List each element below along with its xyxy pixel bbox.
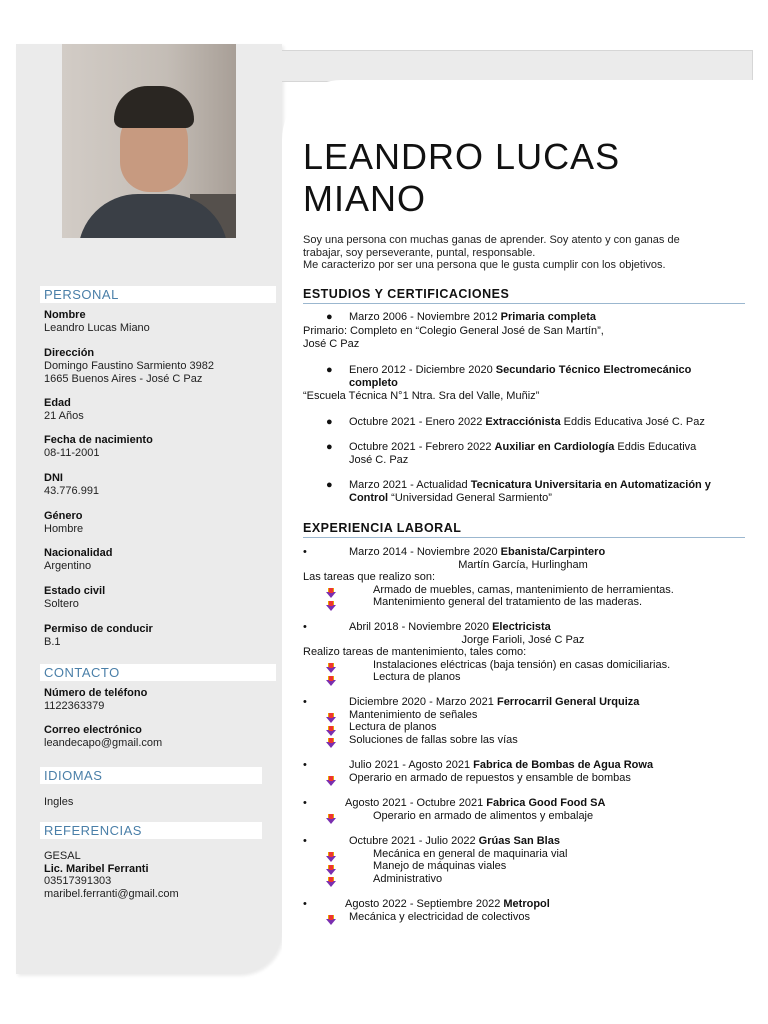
summary-line: Soy una persona con muchas ganas de aprender. Soy atento y con ganas de — [303, 234, 680, 246]
field-label: Nombre — [44, 309, 86, 321]
bullet-icon: • — [303, 835, 307, 847]
field-label: Género — [44, 510, 83, 522]
job-location: Jorge Farioli, José C Paz — [461, 633, 585, 646]
field-value: Argentino — [44, 560, 92, 572]
job-task: Mantenimiento general del tratamiento de las maderas. — [373, 596, 643, 608]
field-label: Número de teléfono — [44, 687, 148, 699]
bullet-icon: • — [303, 898, 307, 910]
job-title: Diciembre 2020 - Marzo 2021 Ferrocarril General Urquiza — [349, 696, 640, 708]
field-edad — [44, 397, 84, 423]
study-detail: “Escuela Técnica N°1 Ntra. Sra del Valle, Muñiz” — [303, 390, 540, 402]
field-label: Dirección — [44, 347, 95, 359]
bullet-icon: ● — [326, 416, 333, 428]
job-task: Operario en armado de repuestos y ensamble de bombas — [349, 771, 631, 784]
section-references-title: REFERENCIAS — [40, 822, 262, 839]
job-task: Lectura de planos — [349, 721, 437, 733]
study-detail: Primario: Completo en “Colegio General José de San Martín”, José C Paz — [303, 325, 604, 350]
bullet-icon: • — [303, 797, 307, 809]
study-item: Marzo 2021 - Actualidad Tecnicatura Universitaria en Automatización y Control “Universidad General Sarmiento” — [349, 479, 711, 504]
bullet-icon: • — [303, 696, 307, 708]
job-title: Agosto 2022 - Septiembre 2022 Metropol — [345, 898, 550, 910]
arrow-bullet-icon — [326, 723, 336, 733]
study-item: Marzo 2006 - Noviembre 2012 Primaria completa — [349, 311, 597, 323]
summary-line: trabajar, soy perseverante, puntal, responsable. — [303, 246, 536, 259]
field-label: Fecha de nacimiento — [44, 434, 153, 446]
field-correo — [44, 724, 162, 750]
arrow-bullet-icon — [326, 811, 336, 821]
field-value: Soltero — [44, 598, 79, 610]
bullet-icon: ● — [326, 311, 333, 323]
field-label: Correo electrónico — [44, 724, 142, 736]
field-nombre — [44, 309, 150, 335]
field-value: Domingo Faustino Sarmiento 3982 — [44, 360, 214, 372]
job-task: Mantenimiento de señales — [349, 708, 478, 721]
study-item: Octubre 2021 - Enero 2022 Extracciónista Eddis Educativa José C. Paz — [349, 416, 705, 428]
arrow-bullet-icon — [326, 585, 336, 595]
job-title: Octubre 2021 - Julio 2022 Grúas San Blas — [349, 835, 560, 847]
bullet-icon: ● — [326, 364, 333, 376]
profile-photo — [62, 44, 236, 238]
arrow-bullet-icon — [326, 735, 336, 745]
field-value: B.1 — [44, 636, 61, 648]
field-dni — [44, 472, 99, 498]
name-line-2: MIANO — [303, 178, 427, 219]
job-task: Mecánica en general de maquinaria vial — [373, 847, 568, 860]
field-value: Hombre — [44, 523, 84, 535]
study-item: Octubre 2021 - Febrero 2022 Auxiliar en Cardiología Eddis Educativa José C. Paz — [349, 441, 697, 466]
job-task: Mecánica y electricidad de colectivos — [349, 910, 530, 923]
arrow-bullet-icon — [326, 673, 336, 683]
job-task: Administrativo — [373, 872, 443, 885]
job-title: Julio 2021 - Agosto 2021 Fabrica de Bombas de Agua Rowa — [349, 759, 654, 771]
field-value: 08-11-2001 — [44, 447, 100, 459]
study-item: Enero 2012 - Diciembre 2020 Secundario Técnico Electromecánico completo — [349, 364, 692, 389]
field-direccion — [44, 347, 214, 386]
section-personal-title: PERSONAL — [40, 286, 276, 303]
field-fecha-nacimiento — [44, 434, 153, 460]
field-permiso-conducir — [44, 623, 153, 649]
section-contact-title: CONTACTO — [40, 664, 276, 681]
field-estado-civil — [44, 585, 105, 611]
reference-org: GESAL — [44, 850, 81, 862]
header-band — [282, 50, 753, 82]
bullet-icon: ● — [326, 479, 333, 491]
field-value: 1122363379 — [44, 700, 105, 712]
language-item: Ingles — [44, 796, 74, 808]
bullet-icon: • — [303, 759, 307, 771]
arrow-bullet-icon — [326, 598, 336, 608]
field-label: DNI — [44, 472, 63, 484]
arrow-bullet-icon — [326, 912, 336, 922]
job-title: Abril 2018 - Noviembre 2020 Electricista — [349, 621, 551, 633]
arrow-bullet-icon — [326, 849, 336, 859]
arrow-bullet-icon — [326, 710, 336, 720]
job-task: Operario en armado de alimentos y embalaje — [373, 809, 594, 822]
field-label: Estado civil — [44, 585, 106, 597]
section-experience-title: EXPERIENCIA LABORAL — [303, 521, 745, 538]
field-label: Nacionalidad — [44, 547, 113, 559]
summary-line: Me caracterizo por ser una persona que le gusta cumplir con los objetivos. — [303, 259, 666, 271]
arrow-bullet-icon — [326, 773, 336, 783]
job-task: Lectura de planos — [373, 671, 461, 683]
section-studies-title: ESTUDIOS Y CERTIFICACIONES — [303, 287, 745, 304]
job-intro: Las tareas que realizo son: — [303, 571, 436, 583]
arrow-bullet-icon — [326, 660, 336, 670]
job-location: Martín García, Hurlingham — [458, 558, 588, 571]
section-languages-title: IDIOMAS — [40, 767, 262, 784]
bullet-icon: • — [303, 621, 307, 633]
job-title: Marzo 2014 - Noviembre 2020 Ebanista/Carpintero — [349, 546, 606, 558]
job-task: Armado de muebles, camas, mantenimiento de herramientas. — [373, 583, 674, 596]
job-task: Instalaciones eléctricas (baja tensión) en casas domiciliarias. — [373, 658, 671, 671]
job-title: Agosto 2021 - Octubre 2021 Fabrica Good Food SA — [345, 797, 606, 809]
reference-phone: 03517391303 — [44, 875, 112, 887]
field-nacionalidad — [44, 547, 112, 573]
arrow-bullet-icon — [326, 862, 336, 872]
field-label: Edad — [44, 397, 71, 409]
job-task: Manejo de máquinas viales — [373, 860, 507, 872]
reference-name: Lic. Maribel Ferranti — [44, 862, 149, 875]
summary-text — [303, 234, 723, 272]
name-line-1: LEANDRO LUCAS — [303, 136, 621, 177]
bullet-icon: • — [303, 546, 307, 558]
field-value: Leandro Lucas Miano — [44, 322, 150, 334]
field-value: 1665 Buenos Aires - José C Paz — [44, 373, 203, 385]
field-telefono — [44, 687, 147, 713]
bullet-icon: ● — [326, 441, 333, 453]
field-label: Permiso de conducir — [44, 623, 153, 635]
arrow-bullet-icon — [326, 874, 336, 884]
field-value: 43.776.991 — [44, 485, 100, 497]
reference-email: maribel.ferranti@gmail.com — [44, 887, 179, 900]
job-task: Soluciones de fallas sobre las vías — [349, 733, 518, 746]
job-intro: Realizo tareas de mantenimiento, tales como: — [303, 646, 527, 658]
field-value: leandecapo@gmail.com — [44, 737, 163, 749]
references-block — [44, 850, 179, 900]
field-value: 21 Años — [44, 410, 84, 422]
person-name — [303, 136, 620, 220]
field-genero — [44, 510, 83, 536]
